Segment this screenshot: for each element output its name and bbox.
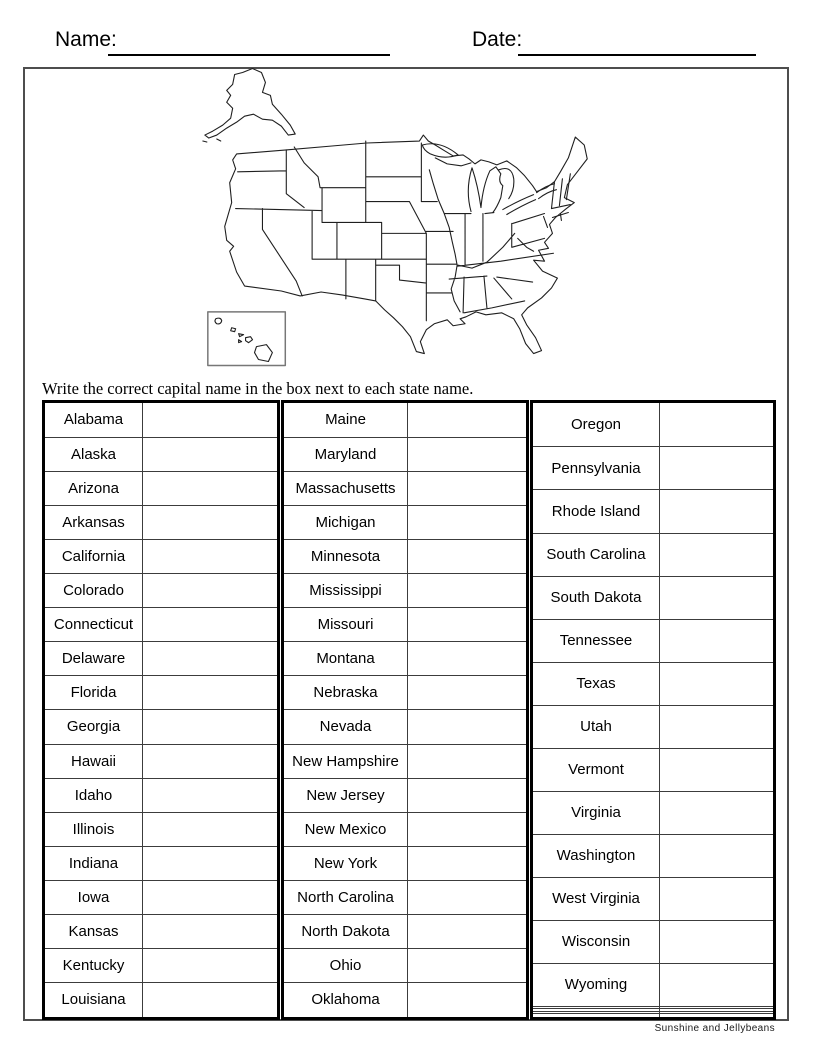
capital-answer-box[interactable] xyxy=(408,846,528,880)
name-label: Name: xyxy=(55,28,117,51)
table-group-3 xyxy=(530,400,776,1020)
state-name-cell: Indiana xyxy=(44,846,143,880)
state-capital-tables xyxy=(42,400,776,1020)
state-name-cell: Idaho xyxy=(44,778,143,812)
table-row xyxy=(44,506,279,540)
state-name-cell xyxy=(532,1014,660,1019)
table-row xyxy=(532,447,775,490)
table-row xyxy=(44,676,279,710)
state-name-cell: South Carolina xyxy=(532,533,660,576)
state-name-cell: New Hampshire xyxy=(283,744,408,778)
table-row xyxy=(44,574,279,608)
state-name-cell: Vermont xyxy=(532,748,660,791)
table-row xyxy=(532,1014,775,1019)
capital-answer-box[interactable] xyxy=(408,982,528,1018)
table-row xyxy=(44,846,279,880)
state-name-cell: Hawaii xyxy=(44,744,143,778)
capital-answer-box[interactable] xyxy=(408,472,528,506)
table-row xyxy=(283,642,528,676)
capital-answer-box[interactable] xyxy=(408,506,528,540)
table-row xyxy=(532,877,775,920)
table-row xyxy=(44,778,279,812)
table-row xyxy=(44,472,279,506)
state-name-cell: South Dakota xyxy=(532,576,660,619)
table-row xyxy=(532,748,775,791)
state-name-cell: Connecticut xyxy=(44,608,143,642)
table-row xyxy=(283,778,528,812)
capital-answer-box[interactable] xyxy=(660,1014,775,1019)
date-label: Date: xyxy=(472,28,523,51)
capital-answer-box[interactable] xyxy=(143,402,279,438)
state-name-cell: North Dakota xyxy=(283,914,408,948)
table-row xyxy=(283,948,528,982)
capital-answer-box[interactable] xyxy=(660,619,775,662)
capital-answer-box[interactable] xyxy=(408,778,528,812)
alaska-outline xyxy=(203,69,295,142)
capital-answer-box[interactable] xyxy=(143,880,279,914)
table-row xyxy=(532,402,775,447)
table-row xyxy=(44,812,279,846)
table-group-1 xyxy=(42,400,280,1020)
state-name-cell: Alabama xyxy=(44,402,143,438)
state-name-cell: Illinois xyxy=(44,812,143,846)
table-row xyxy=(44,402,279,438)
table-row xyxy=(44,948,279,982)
table-row xyxy=(532,920,775,963)
capital-answer-box[interactable] xyxy=(143,574,279,608)
table-row xyxy=(532,662,775,705)
table-row xyxy=(532,576,775,619)
state-name-cell: Louisiana xyxy=(44,982,143,1018)
table-row xyxy=(283,744,528,778)
state-name-cell: New York xyxy=(283,846,408,880)
table-row xyxy=(532,533,775,576)
state-name-cell: Alaska xyxy=(44,437,143,471)
state-name-cell: Texas xyxy=(532,662,660,705)
capital-answer-box[interactable] xyxy=(408,402,528,438)
header xyxy=(0,26,816,60)
capital-answer-box[interactable] xyxy=(143,472,279,506)
state-name-cell: North Carolina xyxy=(283,880,408,914)
capital-answer-box[interactable] xyxy=(660,533,775,576)
table-row xyxy=(283,710,528,744)
state-name-cell: Kansas xyxy=(44,914,143,948)
state-name-cell: Minnesota xyxy=(283,540,408,574)
capital-answer-box[interactable] xyxy=(143,506,279,540)
capital-answer-box[interactable] xyxy=(660,748,775,791)
capital-answer-box[interactable] xyxy=(408,574,528,608)
state-name-cell: Iowa xyxy=(44,880,143,914)
capital-answer-box[interactable] xyxy=(143,608,279,642)
state-name-cell: Ohio xyxy=(283,948,408,982)
state-name-cell: Utah xyxy=(532,705,660,748)
capital-answer-box[interactable] xyxy=(143,778,279,812)
state-name-cell: Oregon xyxy=(532,402,660,447)
table-row xyxy=(44,982,279,1018)
table-row xyxy=(283,880,528,914)
great-lakes xyxy=(422,144,556,215)
table-row xyxy=(283,608,528,642)
capital-answer-box[interactable] xyxy=(660,963,775,1006)
table-row xyxy=(283,982,528,1018)
capital-answer-box[interactable] xyxy=(660,877,775,920)
table-row xyxy=(283,914,528,948)
state-name-cell: Maryland xyxy=(283,437,408,471)
state-name-cell: Massachusetts xyxy=(283,472,408,506)
state-name-cell: Kentucky xyxy=(44,948,143,982)
state-name-cell: Mississippi xyxy=(283,574,408,608)
capital-answer-box[interactable] xyxy=(660,662,775,705)
capital-answer-box[interactable] xyxy=(143,676,279,710)
capital-answer-box[interactable] xyxy=(408,812,528,846)
capital-answer-box[interactable] xyxy=(660,447,775,490)
hawaii-inset-box xyxy=(208,312,285,366)
state-name-cell: Pennsylvania xyxy=(532,447,660,490)
table-row xyxy=(283,574,528,608)
state-name-cell: Colorado xyxy=(44,574,143,608)
capital-answer-box[interactable] xyxy=(143,846,279,880)
state-name-cell: Tennessee xyxy=(532,619,660,662)
table-row xyxy=(532,490,775,533)
capital-answer-box[interactable] xyxy=(408,744,528,778)
capital-answer-box[interactable] xyxy=(408,710,528,744)
table-row xyxy=(44,710,279,744)
state-name-cell: Nevada xyxy=(283,710,408,744)
capital-answer-box[interactable] xyxy=(143,948,279,982)
instruction-text: Write the correct capital name in the box next to each state name. xyxy=(42,379,474,398)
table-row xyxy=(532,963,775,1006)
table-row xyxy=(283,402,528,438)
table-row xyxy=(283,472,528,506)
capital-answer-box[interactable] xyxy=(408,437,528,471)
lower48-outline xyxy=(225,135,588,354)
state-name-cell: New Jersey xyxy=(283,778,408,812)
state-name-cell: Oklahoma xyxy=(283,982,408,1018)
table-row xyxy=(44,744,279,778)
state-name-cell: Arkansas xyxy=(44,506,143,540)
capital-answer-box[interactable] xyxy=(660,834,775,877)
capital-answer-box[interactable] xyxy=(143,812,279,846)
table-row xyxy=(283,812,528,846)
state-name-cell: California xyxy=(44,540,143,574)
table-row xyxy=(532,619,775,662)
state-name-cell: New Mexico xyxy=(283,812,408,846)
table-row xyxy=(283,676,528,710)
table-row xyxy=(44,914,279,948)
state-name-cell: Wyoming xyxy=(532,963,660,1006)
capital-answer-box[interactable] xyxy=(143,437,279,471)
table-row xyxy=(532,705,775,748)
capital-answer-box[interactable] xyxy=(143,540,279,574)
state-name-cell: Virginia xyxy=(532,791,660,834)
capital-answer-box[interactable] xyxy=(408,540,528,574)
credit-text: Sunshine and Jellybeans xyxy=(654,1023,775,1034)
state-name-cell: Florida xyxy=(44,676,143,710)
capital-answer-box[interactable] xyxy=(143,642,279,676)
state-name-cell: Georgia xyxy=(44,710,143,744)
capital-answer-box[interactable] xyxy=(143,744,279,778)
table-row xyxy=(44,540,279,574)
state-name-cell: Nebraska xyxy=(283,676,408,710)
state-name-cell: Missouri xyxy=(283,608,408,642)
capital-answer-box[interactable] xyxy=(660,490,775,533)
capital-answer-box[interactable] xyxy=(408,914,528,948)
us-map xyxy=(183,62,620,371)
table-row xyxy=(283,540,528,574)
capital-answer-box[interactable] xyxy=(408,608,528,642)
state-name-cell: Michigan xyxy=(283,506,408,540)
capital-answer-box[interactable] xyxy=(660,402,775,447)
table-group-2 xyxy=(281,400,529,1020)
date-input-line[interactable] xyxy=(518,26,756,56)
state-name-cell: Maine xyxy=(283,402,408,438)
state-name-cell: Delaware xyxy=(44,642,143,676)
state-name-cell: Wisconsin xyxy=(532,920,660,963)
name-input-line[interactable] xyxy=(108,26,390,56)
table-row xyxy=(283,506,528,540)
state-name-cell: Rhode Island xyxy=(532,490,660,533)
table-row xyxy=(532,791,775,834)
capital-answer-box[interactable] xyxy=(660,920,775,963)
table-row xyxy=(44,642,279,676)
capital-answer-box[interactable] xyxy=(143,982,279,1018)
capital-answer-box[interactable] xyxy=(143,710,279,744)
state-name-cell: Arizona xyxy=(44,472,143,506)
capital-answer-box[interactable] xyxy=(660,791,775,834)
state-name-cell: West Virginia xyxy=(532,877,660,920)
capital-answer-box[interactable] xyxy=(408,948,528,982)
capital-answer-box[interactable] xyxy=(408,880,528,914)
table-row xyxy=(44,880,279,914)
table-row xyxy=(44,437,279,471)
state-name-cell: Montana xyxy=(283,642,408,676)
hawaii-islands xyxy=(215,318,272,361)
state-name-cell: Washington xyxy=(532,834,660,877)
table-row xyxy=(44,608,279,642)
capital-answer-box[interactable] xyxy=(660,705,775,748)
table-row xyxy=(532,834,775,877)
capital-answer-box[interactable] xyxy=(143,914,279,948)
state-borders xyxy=(236,141,571,321)
table-row xyxy=(283,846,528,880)
capital-answer-box[interactable] xyxy=(408,642,528,676)
table-row xyxy=(283,437,528,471)
capital-answer-box[interactable] xyxy=(660,576,775,619)
capital-answer-box[interactable] xyxy=(408,676,528,710)
